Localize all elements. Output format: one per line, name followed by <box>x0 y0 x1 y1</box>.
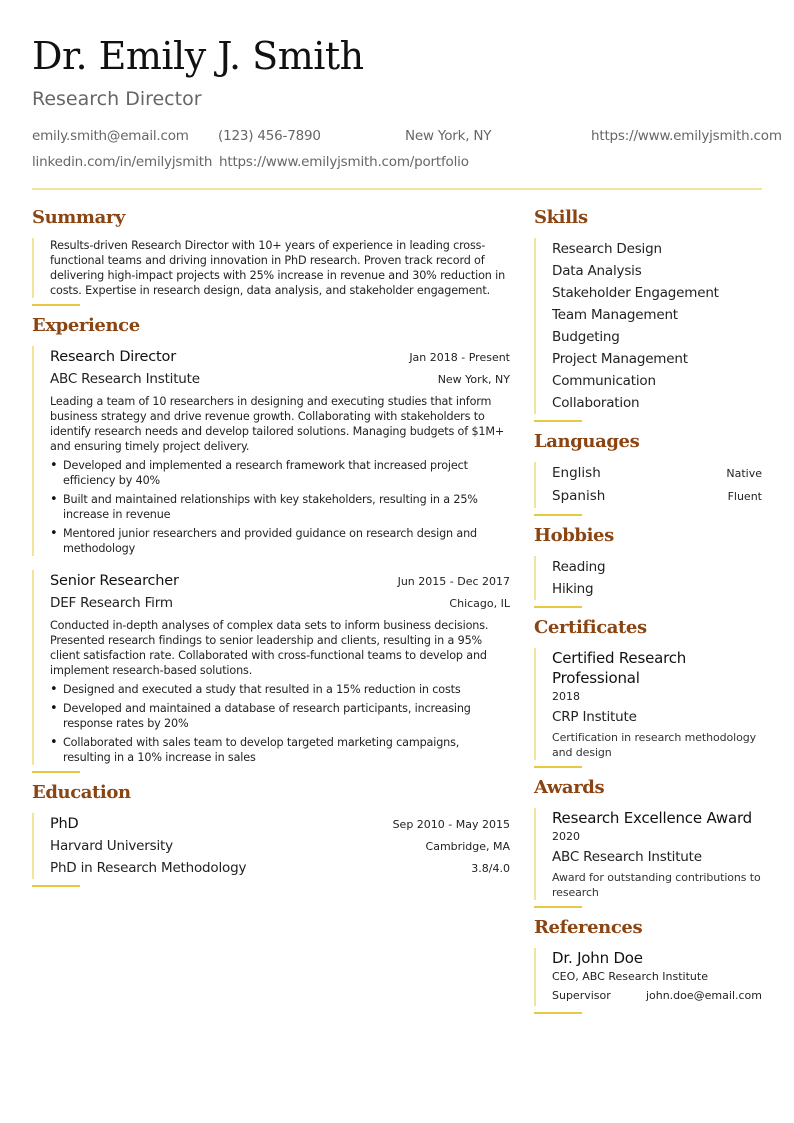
experience-section <box>32 314 510 773</box>
school-location: Cambridge, MA <box>425 840 510 853</box>
reference-name: Dr. John Doe <box>552 949 643 967</box>
award-year: 2020 <box>552 830 580 843</box>
hobbies-section <box>534 524 762 608</box>
language-level: Fluent <box>727 490 762 503</box>
job-entry <box>32 570 510 765</box>
job-location: Chicago, IL <box>449 597 510 610</box>
skill-item: Communication <box>552 373 656 389</box>
hobby-item: Hiking <box>552 581 594 597</box>
language-name: Spanish <box>552 488 606 504</box>
reference-email[interactable]: john.doe@email.com <box>645 989 762 1002</box>
language-row <box>552 485 762 508</box>
job-role: Research Director <box>50 349 176 365</box>
skill-item: Collaboration <box>552 395 640 411</box>
hobby-item: Reading <box>552 559 606 575</box>
section-end-line <box>32 304 80 306</box>
certificate-year: 2018 <box>552 690 580 703</box>
contact-linkedin[interactable]: linkedin.com/in/emilyjsmith <box>32 154 213 170</box>
contact-phone[interactable]: (123) 456-7890 <box>218 128 321 144</box>
section-end-line <box>32 771 80 773</box>
language-name: English <box>552 465 601 481</box>
languages-section <box>534 430 762 516</box>
skill-item: Team Management <box>552 307 678 323</box>
contact-portfolio[interactable]: https://www.emilyjsmith.com/portfolio <box>219 154 469 170</box>
achievement-item: • Designed and executed a study that resulted in a 15% reduction in costs <box>50 682 510 697</box>
reference-position: CEO, ABC Research Institute <box>552 970 708 983</box>
certificates-heading: Certificates <box>534 617 647 638</box>
certificates-section <box>534 616 762 768</box>
reference-relation: Supervisor <box>552 989 611 1002</box>
contact-location: New York, NY <box>405 128 492 144</box>
job-dates: Jun 2015 - Dec 2017 <box>397 575 510 588</box>
experience-heading: Experience <box>32 315 140 336</box>
section-end-line <box>534 766 582 768</box>
certificate-issuer: CRP Institute <box>552 709 637 725</box>
side-column <box>534 206 762 1022</box>
gpa: 3.8/4.0 <box>471 862 510 875</box>
references-section <box>534 916 762 1014</box>
section-end-line <box>534 420 582 422</box>
skill-item: Stakeholder Engagement <box>552 285 719 301</box>
skills-section <box>534 206 762 422</box>
awards-heading: Awards <box>534 777 605 798</box>
education-dates: Sep 2010 - May 2015 <box>392 818 510 831</box>
hobbies-heading: Hobbies <box>534 525 614 546</box>
job-achievements <box>50 458 510 556</box>
section-end-line <box>534 514 582 516</box>
skill-item: Research Design <box>552 241 662 257</box>
candidate-name: Dr. Emily J. Smith <box>32 34 364 78</box>
achievement-item: • Built and maintained relationships with key stakeholders, resulting in a 25% increase in revenue <box>50 492 510 522</box>
main-column <box>32 206 510 895</box>
language-row <box>552 462 762 485</box>
section-end-line <box>32 885 80 887</box>
award-title: Research Excellence Award <box>552 809 752 827</box>
contact-email[interactable]: emily.smith@email.com <box>32 128 189 144</box>
summary-heading: Summary <box>32 207 125 228</box>
job-dates: Jan 2018 - Present <box>409 351 510 364</box>
job-description: Leading a team of 10 researchers in designing and executing studies that inform business strategy and drive revenue growth. Collaborating with stakeholders to identify research needs and develop tailored solutions. Managing budgets of $1M+ and ensuring timely project delivery. <box>50 395 505 453</box>
skill-item: Data Analysis <box>552 263 642 279</box>
summary-text: Results-driven Research Director with 10+ years of experience in leading cross-functional teams and driving innovation in PhD research. Proven track record of delivering high-impact projects with 25% increase in revenue and 30% reduction in costs. Expertise in research design, data analysis, and stakeholder engagement. <box>50 239 506 297</box>
certificate-title: Certified Research Professional <box>552 649 687 687</box>
degree: PhD <box>50 816 79 832</box>
achievement-item: • Developed and implemented a research framework that increased project efficiency by 40% <box>50 458 510 488</box>
education-section <box>32 781 510 887</box>
job-role: Senior Researcher <box>50 573 179 589</box>
language-level: Native <box>726 467 762 480</box>
education-heading: Education <box>32 782 131 803</box>
certificate-description: Certification in research methodology and design <box>552 731 757 759</box>
achievement-item: • Developed and maintained a database of research participants, increasing response rates by 20% <box>50 701 510 731</box>
references-heading: References <box>534 917 643 938</box>
education-entry <box>32 813 510 879</box>
achievement-item: • Collaborated with sales team to develop targeted marketing campaigns, resulting in a 10% increase in sales <box>50 735 510 765</box>
languages-heading: Languages <box>534 431 640 452</box>
job-company: ABC Research Institute <box>50 371 200 387</box>
summary-section <box>32 206 510 306</box>
school: Harvard University <box>50 838 173 854</box>
job-location: New York, NY <box>437 373 510 386</box>
section-end-line <box>534 906 582 908</box>
award-issuer: ABC Research Institute <box>552 849 702 865</box>
contact-website[interactable]: https://www.emilyjsmith.com <box>591 128 782 144</box>
header-divider <box>32 188 762 190</box>
field-of-study: PhD in Research Methodology <box>50 860 247 876</box>
job-title: Research Director <box>32 88 202 110</box>
section-end-line <box>534 1012 582 1014</box>
section-end-line <box>534 606 582 608</box>
skill-item: Budgeting <box>552 329 620 345</box>
job-entry <box>32 346 510 556</box>
job-company: DEF Research Firm <box>50 595 173 611</box>
achievement-item: • Mentored junior researchers and provided guidance on research design and methodology <box>50 526 510 556</box>
skills-heading: Skills <box>534 207 588 228</box>
job-description: Conducted in-depth analyses of complex data sets to inform business decisions. Presented research findings to senior leadership and clients, resulting in a 95% client satisfaction rate. Collaborated with cross-functional teams to develop and implement research-based solutions. <box>50 619 489 677</box>
award-description: Award for outstanding contributions to research <box>552 871 761 899</box>
skill-item: Project Management <box>552 351 688 367</box>
job-achievements <box>50 682 510 765</box>
awards-section <box>534 776 762 908</box>
